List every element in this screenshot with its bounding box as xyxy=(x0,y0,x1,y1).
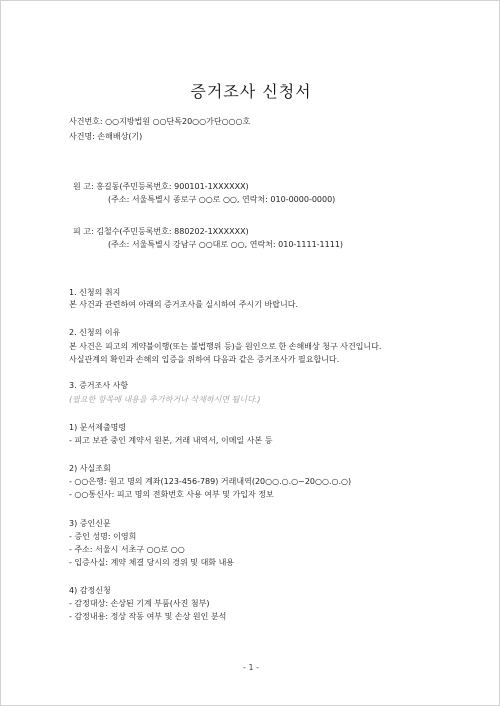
item2-heading: 2) 사실조회 xyxy=(69,464,111,473)
item1-heading: 1) 문서제출명령 xyxy=(69,423,127,432)
plaintiff-address: (주소: 서울특별시 종로구 ○○로 ○○, 연락처: 010-0000-0000) xyxy=(108,195,336,204)
case-number: 사건번호: ○○지방법원 ○○단독20○○가단○○○호 xyxy=(69,117,251,126)
section2-body-line2: 사실관계의 확인과 손해의 입증을 위하여 다음과 같은 증거조사가 필요합니다. xyxy=(69,355,340,364)
section1-heading: 1. 신청의 취지 xyxy=(69,288,121,297)
case-name: 사건명: 손해배상(기) xyxy=(69,132,143,141)
section2-body-line1: 본 사건은 피고의 계약불이행(또는 불법행위 등)을 원인으로 한 손해배상 청구 사건입니다. xyxy=(69,342,382,351)
item2-line2: - ○○통신사: 피고 명의 전화번호 사용 여부 및 가입자 정보 xyxy=(69,490,274,499)
document-title: 증거조사 신청서 xyxy=(190,82,312,101)
item3-line1: - 증인 성명: 이영희 xyxy=(69,532,137,541)
item4-line2: - 감정내용: 정상 작동 여부 및 손상 원인 분석 xyxy=(69,612,227,621)
section3-heading: 3. 증거조사 사항 xyxy=(69,381,129,390)
item2-line1: - ○○은행: 원고 명의 계좌(123-456-789) 거래내역(20○○.○.○~20○○.○.○) xyxy=(69,477,352,486)
item3-line3: - 입증사실: 계약 체결 당시의 경위 및 대화 내용 xyxy=(69,558,235,567)
plaintiff-line: 원 고: 홍길동(주민등록번호: 900101-1XXXXXX) xyxy=(73,182,249,191)
item3-heading: 3) 증인신문 xyxy=(69,519,111,528)
item4-heading: 4) 감정신청 xyxy=(69,586,111,595)
item4-line1: - 감정대상: 손상된 기계 부품(사진 첨부) xyxy=(69,599,210,608)
section2-heading: 2. 신청의 이유 xyxy=(69,328,121,337)
section1-body: 본 사건과 관련하여 아래의 증거조사를 실시하여 주시기 바랍니다. xyxy=(69,300,298,309)
item3-line2: - 주소: 서울시 서초구 ○○로 ○○ xyxy=(69,545,185,554)
defendant-line: 피 고: 김철수(주민등록번호: 880202-1XXXXXX) xyxy=(73,227,249,236)
defendant-address: (주소: 서울특별시 강남구 ○○대로 ○○, 연락처: 010-1111-1111) xyxy=(108,240,344,249)
section3-hint: (필요한 항목에 내용을 추가하거나 삭제하시면 됩니다.) xyxy=(69,395,261,404)
item1-line1: - 피고 보관 중인 계약서 원본, 거래 내역서, 이메일 사본 등 xyxy=(69,436,273,445)
page-number: - 1 - xyxy=(243,663,259,672)
